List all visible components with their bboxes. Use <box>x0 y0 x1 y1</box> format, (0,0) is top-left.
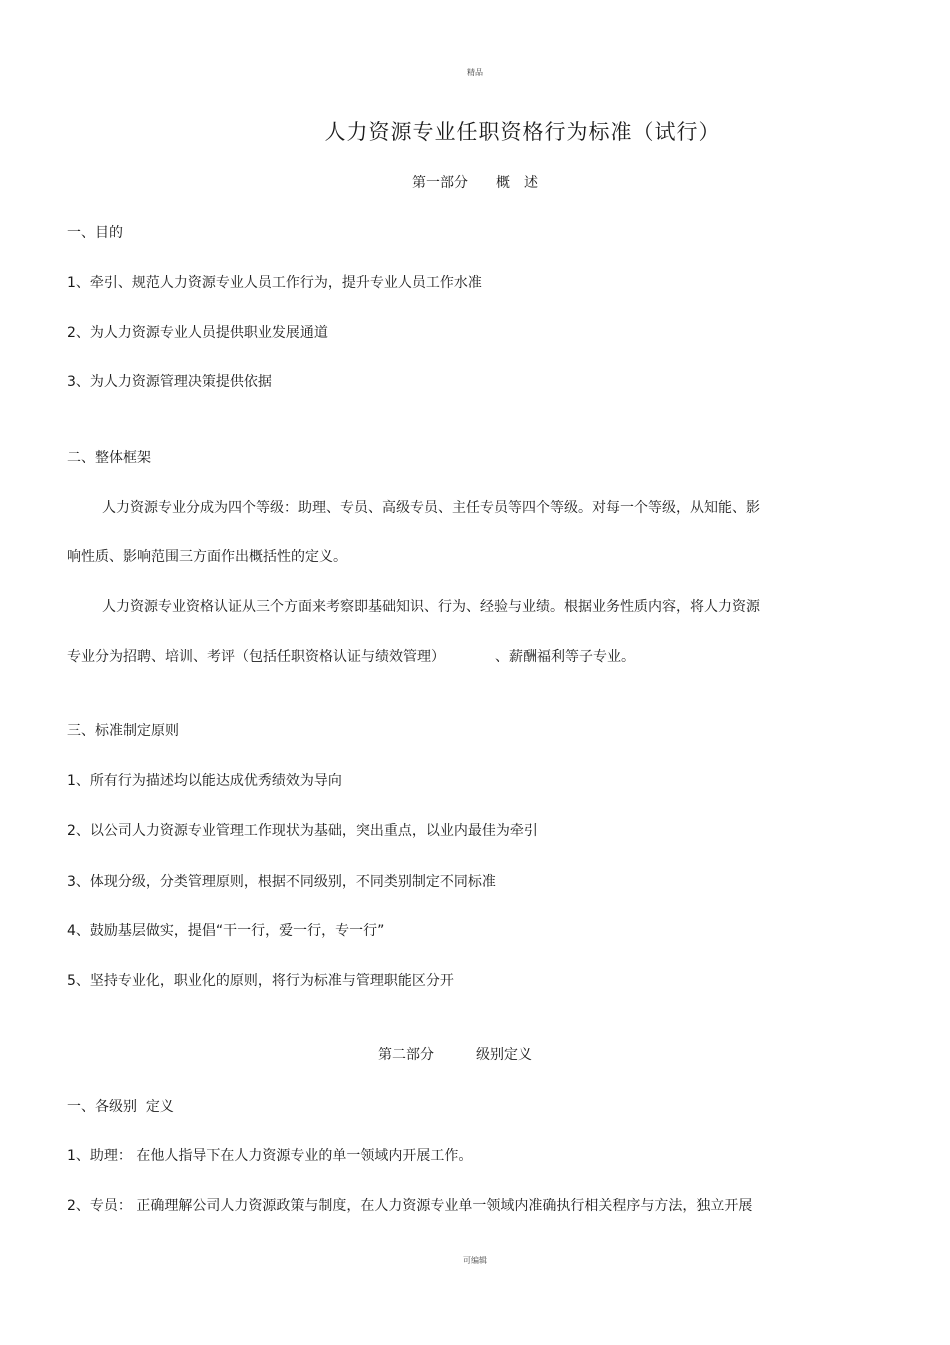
part1-heading-right: 概 述 <box>496 175 538 191</box>
section1-item-3: 3、为人力资源管理决策提供依据 <box>67 374 272 390</box>
section2-para2-line2-a: 专业分为招聘、培训、考评（包括任职资格认证与绩效管理） <box>67 649 445 665</box>
section1-heading: 一、目的 <box>67 225 123 241</box>
part2-heading <box>0 1044 950 1064</box>
header-mark: 精品 <box>467 68 483 77</box>
section3-heading: 三、标准制定原则 <box>67 723 179 739</box>
section4-heading: 一、各级别 定义 <box>67 1099 174 1115</box>
part2-heading-right: 级别定义 <box>476 1047 532 1063</box>
section2-para2-line2 <box>67 646 635 666</box>
section2-para1-line2: 响性质、影响范围三方面作出概括性的定义。 <box>67 549 347 565</box>
section3-item-2: 2、以公司人力资源专业管理工作现状为基础，突出重点，以业内最佳为牵引 <box>67 823 538 839</box>
part2-heading-left: 第二部分 <box>378 1047 434 1063</box>
section3-item-5: 5、坚持专业化，职业化的原则，将行为标准与管理职能区分开 <box>67 973 454 989</box>
section4-item-1: 1、助理： 在他人指导下在人力资源专业的单一领域内开展工作。 <box>67 1148 473 1164</box>
section2-para2-line2-b: 、薪酬福利等子专业。 <box>495 649 635 665</box>
part1-heading-left: 第一部分 <box>412 175 468 191</box>
document-title: 人力资源专业任职资格行为标准（试行） <box>324 120 721 144</box>
footer-mark: 可编辑 <box>463 1256 487 1265</box>
section1-item-2: 2、为人力资源专业人员提供职业发展通道 <box>67 325 328 341</box>
section3-item-1: 1、所有行为描述均以能达成优秀绩效为导向 <box>67 773 342 789</box>
section2-para2-line1: 人力资源专业资格认证从三个方面来考察即基础知识、行为、经验与业绩。根据业务性质内容，将人力资源 <box>102 599 760 615</box>
section3-item-3: 3、体现分级，分类管理原则，根据不同级别，不同类别制定不同标准 <box>67 874 496 890</box>
part1-heading <box>0 172 950 192</box>
section3-item-4: 4、鼓励基层做实，提倡“干一行，爱一行，专一行” <box>67 923 385 939</box>
section2-heading: 二、整体框架 <box>67 450 151 466</box>
section1-item-1: 1、牵引、规范人力资源专业人员工作行为，提升专业人员工作水准 <box>67 275 482 291</box>
section2-para1-line1: 人力资源专业分成为四个等级：助理、专员、高级专员、主任专员等四个等级。对每一个等级，从知能、影 <box>102 500 760 516</box>
section4-item-2: 2、专员： 正确理解公司人力资源政策与制度，在人力资源专业单一领域内准确执行相关程序与方法，独立开展 <box>67 1198 753 1214</box>
